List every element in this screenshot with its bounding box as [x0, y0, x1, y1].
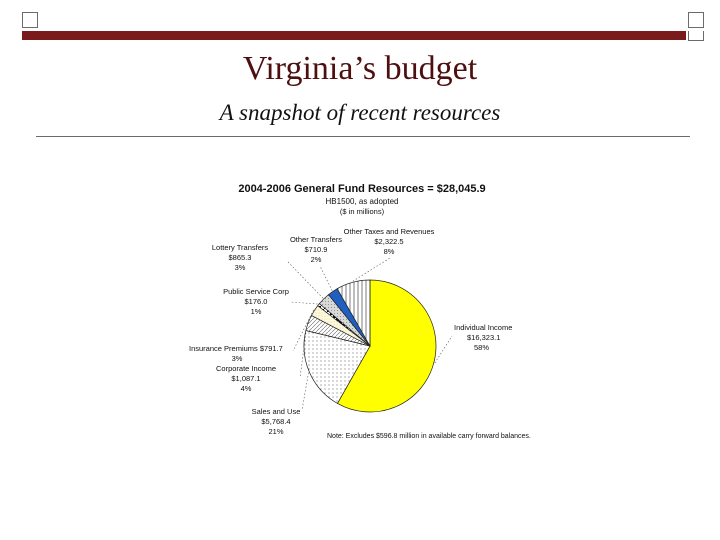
leader-line-other-transfers [320, 266, 332, 291]
label-percent: 21% [268, 427, 284, 436]
label-corporate-income [216, 364, 276, 393]
label-individual-income [454, 323, 512, 352]
label-value: $176.0 [244, 297, 268, 306]
label-percent: 1% [250, 307, 262, 316]
label-name: Other Transfers [289, 235, 343, 244]
label-value: $865.3 [228, 253, 252, 262]
leader-line-other-taxes-and-revenues [353, 258, 390, 281]
pie-slices [304, 280, 436, 412]
label-other-transfers [290, 235, 342, 264]
label-public-service-corp [223, 287, 289, 316]
label-value: $791.7 [259, 344, 283, 353]
label-percent: 4% [240, 384, 252, 393]
label-percent: 3% [234, 263, 246, 272]
label-value: $710.9 [304, 245, 328, 254]
label-value: $2,322.5 [374, 237, 404, 246]
leader-line-individual-income [435, 336, 452, 363]
chart-note: Note: Excludes $596.8 million in available carry forward balances. [327, 433, 531, 440]
label-percent: 58% [474, 343, 490, 352]
leader-line-public-service-corp [290, 302, 318, 304]
label-percent: 8% [383, 247, 395, 256]
label-name-value [189, 344, 283, 353]
leader-line-sales-and-use [302, 373, 309, 410]
slide-subtitle: A snapshot of recent resources [219, 100, 501, 125]
label-name: Corporate Income [215, 364, 277, 373]
slide-title: Virginia’s budget [242, 50, 478, 87]
label-name: Sales and Use [251, 407, 301, 416]
label-other-taxes-and-revenues [344, 227, 435, 256]
label-value: $16,323.1 [467, 333, 501, 342]
label-name: Other Taxes and Revenues [343, 227, 435, 236]
label-percent: 3% [231, 354, 243, 363]
label-value: $5,768.4 [261, 417, 291, 426]
label-name: Individual Income [454, 323, 513, 332]
label-name: Public Service Corp [223, 287, 289, 296]
label-name: Insurance Premiums [189, 344, 258, 353]
label-insurance-premiums [189, 344, 283, 363]
label-value: $1,087.1 [231, 374, 261, 383]
label-name: Lottery Transfers [211, 243, 269, 252]
label-sales-and-use [252, 407, 301, 436]
leader-line-lottery-transfers [288, 262, 323, 298]
chart-subtitle-1: HB1500, as adopted [325, 197, 399, 206]
label-lottery-transfers [212, 243, 269, 272]
label-percent: 2% [310, 255, 322, 264]
chart-title: 2004-2006 General Fund Resources = $28,045.9 [238, 183, 486, 195]
chart-subtitle-2: ($ in millions) [339, 207, 385, 216]
